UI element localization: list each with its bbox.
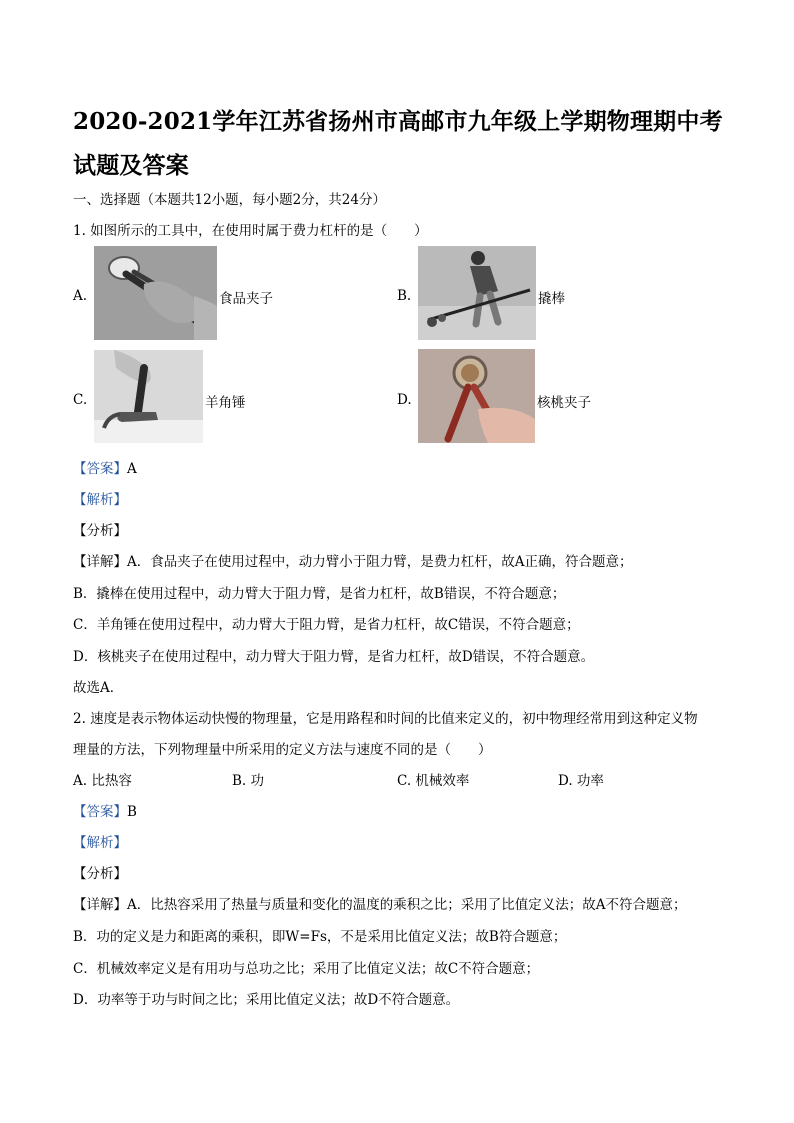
q1-option-d-label: 核桃夹子: [537, 395, 591, 411]
answer-tag: 【答案】: [73, 461, 127, 477]
q1-option-c-label: 羊角锤: [205, 395, 246, 411]
section-heading: 一、选择题（本题共12小题，每小题2分，共24分）: [73, 192, 386, 208]
q2-detail-line: B．功的定义是力和距离的乘积，即W=Fs，不是采用比值定义法；故B符合题意；: [73, 929, 567, 945]
q1-detail-line: C．羊角锤在使用过程中，动力臂大于阻力臂，是省力杠杆，故C错误，不符合题意；: [73, 617, 580, 633]
q1-fenxi-tag: 【分析】: [73, 523, 127, 539]
q2-stem-line2: 理量的方法，下列物理量中所采用的定义方法与速度不同的是（ ）: [73, 742, 492, 758]
q1-detail-line: B．撬棒在使用过程中，动力臂大于阻力臂，是省力杠杆，故B错误，不符合题意；: [73, 586, 566, 602]
nutcracker-image: [418, 349, 535, 443]
q1-option-a-label: 食品夹子: [219, 291, 273, 307]
answer-value: B: [127, 804, 137, 820]
q2-jiexi-tag: 【解析】: [73, 835, 127, 851]
q2-detail-line: C．机械效率定义是有用功与总功之比；采用了比值定义法；故C不符合题意；: [73, 961, 540, 977]
q1-option-b-letter: B.: [397, 288, 412, 304]
q1-option-a-letter: A.: [73, 288, 88, 304]
q2-fenxi-tag: 【分析】: [73, 866, 127, 882]
q1-answer: [73, 457, 137, 477]
q1-stem: 1. 如图所示的工具中，在使用时属于费力杠杆的是（ ）: [73, 223, 428, 239]
q2-choice-b: B. 功: [232, 773, 265, 789]
q1-jiexi-tag: 【解析】: [73, 492, 127, 508]
q2-choice-d: D. 功率: [558, 773, 604, 789]
food-tongs-image: [94, 246, 217, 340]
q1-conclusion: 故选A．: [73, 680, 124, 696]
q1-option-d-letter: D.: [397, 392, 412, 408]
q1-detail-line: 【详解】A．食品夹子在使用过程中，动力臂小于阻力臂，是费力杠杆，故A正确，符合题意；: [73, 554, 633, 570]
q1-option-c-letter: C.: [73, 392, 88, 408]
q2-detail-line: D．功率等于功与时间之比；采用比值定义法；故D不符合题意。: [73, 992, 460, 1008]
q2-detail-line: 【详解】A．比热容采用了热量与质量和变化的温度的乘积之比；采用了比值定义法；故A不符合题意；: [73, 897, 687, 913]
answer-value: A: [127, 461, 137, 477]
q2-choice-a: A. 比热容: [73, 773, 132, 789]
q1-detail-line: D．核桃夹子在使用过程中，动力臂大于阻力臂，是省力杠杆，故D错误，不符合题意。: [73, 649, 595, 665]
claw-hammer-image: [94, 350, 203, 443]
document-title: 2020-2021学年江苏省扬州市高邮市九年级上学期物理期中考试题及答案: [73, 108, 723, 179]
q1-option-b-label: 撬棒: [538, 291, 565, 307]
q2-answer: [73, 800, 137, 820]
q2-stem-line1: 2. 速度是表示物体运动快慢的物理量，它是用路程和时间的比值来定义的，初中物理经常用到这种定义物: [73, 711, 698, 727]
crowbar-image: [418, 246, 536, 340]
answer-tag: 【答案】: [73, 804, 127, 820]
q2-choice-c: C. 机械效率: [397, 773, 470, 789]
